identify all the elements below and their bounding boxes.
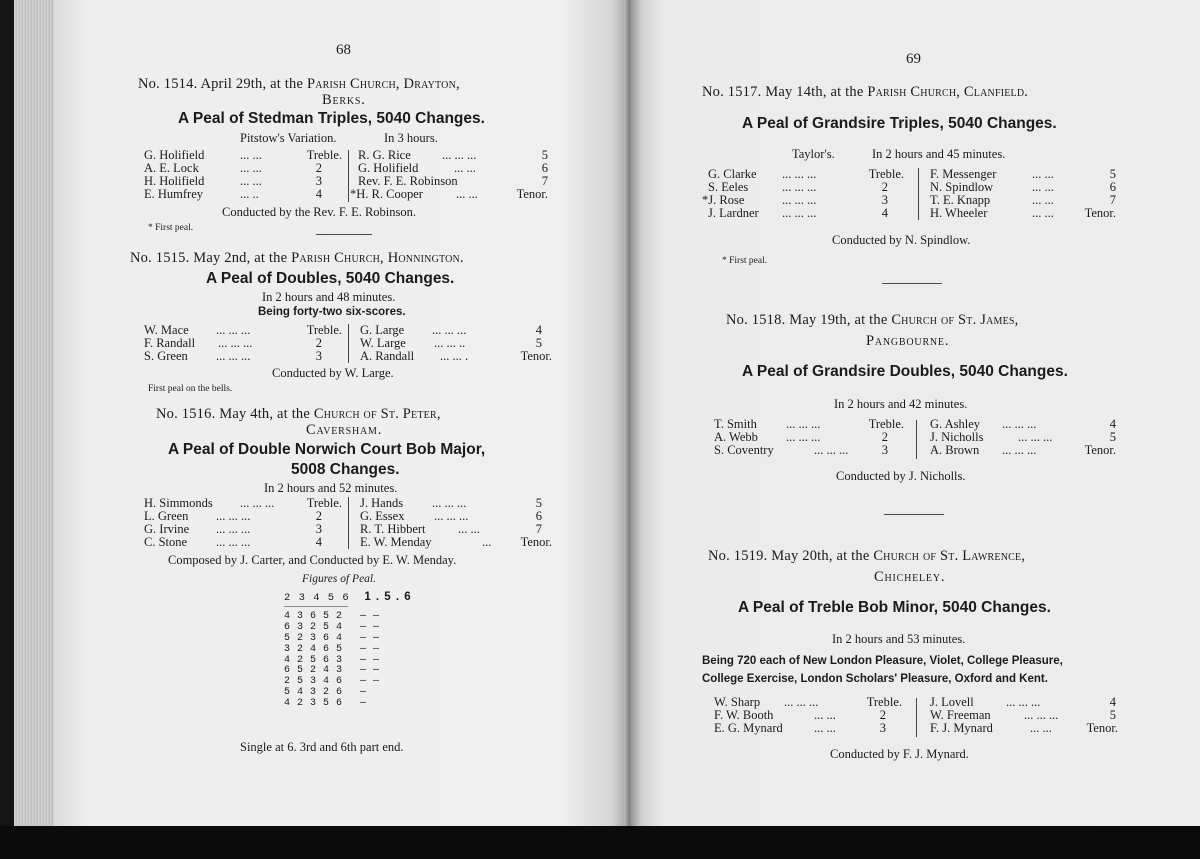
peal-number: No. 1515. bbox=[130, 250, 190, 266]
peal-duration: In 2 hours and 53 minutes. bbox=[832, 632, 966, 646]
bell-position: 2 bbox=[315, 509, 322, 523]
leader-dots: ... ... ... bbox=[240, 496, 275, 510]
peal-header bbox=[708, 548, 1025, 565]
peal-duration: In 2 hours and 42 minutes. bbox=[834, 397, 968, 411]
leader-dots: ... ... ... bbox=[216, 323, 251, 337]
bell-position: Tenor. bbox=[1084, 443, 1116, 457]
bell-position: Treble. bbox=[306, 148, 342, 162]
ringer-name: Rev. F. E. Robinson bbox=[358, 174, 458, 188]
peal-date: May 14th, at the bbox=[765, 84, 864, 100]
peal-place-line2: Caversham. bbox=[306, 422, 383, 438]
ringer-name: J. Hands bbox=[360, 496, 404, 510]
bell-position: 5 bbox=[1109, 430, 1116, 444]
ringer-name: W. Freeman bbox=[930, 708, 991, 722]
peal-header bbox=[726, 312, 1019, 329]
column-divider bbox=[348, 497, 349, 549]
leader-dots: ... ... bbox=[814, 721, 836, 735]
peal-place-line2: Berks. bbox=[322, 92, 366, 108]
ringers-list-right bbox=[930, 696, 1120, 735]
bell-position: Treble. bbox=[866, 695, 902, 709]
bell-position: Tenor. bbox=[1086, 721, 1118, 735]
ringers-list-left bbox=[702, 167, 918, 220]
peal-note-line2: College Exercise, London Scholars' Pleasure, Oxford and Kent. bbox=[702, 673, 1048, 685]
leader-dots: ... ... bbox=[1030, 721, 1052, 735]
leader-dots: ... ... ... bbox=[216, 535, 251, 549]
bell-position: 3 bbox=[881, 443, 888, 457]
figure-numbers: 4 2 5 6 3 bbox=[284, 654, 343, 666]
leader-dots: ... ... ... bbox=[782, 206, 817, 220]
bell-position: 6 bbox=[1109, 180, 1116, 194]
leader-dots: ... ... ... bbox=[432, 496, 467, 510]
figure-numbers: 5 4 3 2 6 bbox=[284, 687, 343, 699]
column-divider bbox=[916, 698, 917, 737]
figures-header-numbers: 2 3 4 5 6 bbox=[284, 592, 350, 604]
ringer-row bbox=[144, 188, 344, 201]
ringers-list-right bbox=[360, 324, 550, 363]
peal-header bbox=[156, 406, 441, 423]
peal-method-variation: Taylor's. bbox=[792, 147, 835, 161]
leader-dots: ... ... bbox=[814, 708, 836, 722]
ringer-name: N. Spindlow bbox=[930, 180, 994, 194]
peal-place-line2: Pangbourne. bbox=[866, 333, 950, 349]
peal-header bbox=[138, 76, 460, 93]
ringer-name: T. E. Knapp bbox=[930, 193, 991, 207]
ringer-name: W. Mace bbox=[144, 323, 189, 337]
page-number: 69 bbox=[906, 51, 921, 67]
bell-position: 7 bbox=[535, 522, 542, 536]
footnote: First peal on the bells. bbox=[148, 384, 233, 394]
peal-title: A Peal of Stedman Triples, 5040 Changes. bbox=[178, 110, 485, 127]
ringer-name: S. Green bbox=[144, 349, 188, 363]
bell-position: 2 bbox=[881, 430, 888, 444]
ringers-list-right bbox=[930, 418, 1120, 457]
conductor-line: Conducted by the Rev. F. E. Robinson. bbox=[222, 205, 417, 219]
bell-position: Tenor. bbox=[520, 535, 552, 549]
bell-position: Treble. bbox=[868, 167, 904, 181]
ringer-name: H. Holifield bbox=[144, 174, 205, 188]
leader-dots: ... ... ... bbox=[782, 180, 817, 194]
ringers-list-left bbox=[144, 149, 344, 201]
leader-dots: ... ... ... bbox=[218, 336, 253, 350]
footnote: * First peal. bbox=[148, 223, 194, 233]
peal-note: Being 720 each of New London Pleasure, Violet, College Pleasure, bbox=[702, 655, 1063, 667]
ringer-name: A. Webb bbox=[714, 430, 758, 444]
bell-position: 5 bbox=[1109, 167, 1116, 181]
peal-title: A Peal of Grandsire Triples, 5040 Changes. bbox=[742, 115, 1057, 132]
peal-place: Parish Church, Clanfield. bbox=[867, 84, 1029, 100]
ringer-name: W. Large bbox=[360, 336, 406, 350]
figures-table bbox=[284, 612, 464, 710]
leader-dots: ... ... bbox=[240, 174, 262, 188]
leader-dots: ... ... ... bbox=[784, 695, 819, 709]
bell-position: 7 bbox=[1109, 193, 1116, 207]
leader-dots: ... ... bbox=[1032, 167, 1054, 181]
footnote: * First peal. bbox=[722, 256, 768, 266]
leader-dots: ... ... ... bbox=[216, 509, 251, 523]
leader-dots: ... ... ... bbox=[432, 323, 467, 337]
ringers-list-right bbox=[350, 148, 548, 201]
column-divider bbox=[916, 420, 917, 459]
leader-dots: ... ... ... bbox=[1006, 695, 1041, 709]
bell-position: 5 bbox=[541, 148, 548, 162]
bell-position: 3 bbox=[315, 174, 322, 188]
bell-position: 3 bbox=[881, 193, 888, 207]
leader-dots: ... ... bbox=[1032, 193, 1054, 207]
bell-position: 6 bbox=[535, 509, 542, 523]
figures-header-calls: 1 . 5 . 6 bbox=[364, 591, 412, 603]
peal-title: A Peal of Doubles, 5040 Changes. bbox=[206, 270, 455, 287]
bell-position: 5 bbox=[535, 336, 542, 350]
ringer-name: R. T. Hibbert bbox=[360, 522, 426, 536]
leader-dots: ... ... ... bbox=[814, 443, 849, 457]
ringer-name: T. Smith bbox=[714, 417, 757, 431]
peal-date: April 29th, at the bbox=[200, 76, 304, 92]
page-number: 68 bbox=[336, 42, 351, 58]
bell-position: 2 bbox=[879, 708, 886, 722]
ringer-name: A. Brown bbox=[930, 443, 980, 457]
peal-title: A Peal of Double Norwich Court Bob Major, bbox=[168, 441, 486, 458]
ringer-row bbox=[360, 350, 550, 363]
bell-position: 7 bbox=[541, 174, 548, 188]
ringer-name: J. Lovell bbox=[930, 695, 974, 709]
ringer-name: *J. Rose bbox=[702, 193, 745, 207]
ringers-list-left bbox=[144, 497, 344, 549]
ringer-name: S. Coventry bbox=[714, 443, 774, 457]
ringers-list-left bbox=[144, 324, 344, 363]
leader-dots: ... ... bbox=[240, 161, 262, 175]
peal-method-variation: Pitstow's Variation. bbox=[240, 131, 337, 145]
figures-header bbox=[284, 591, 412, 604]
peal-place: Parish Church, Honnington. bbox=[291, 250, 464, 266]
ringer-name: G. Large bbox=[360, 323, 405, 337]
ringer-name: J. Nicholls bbox=[930, 430, 984, 444]
bell-position: Treble. bbox=[306, 323, 342, 337]
bell-position: 3 bbox=[879, 721, 886, 735]
bell-position: Tenor. bbox=[520, 349, 552, 363]
figure-calls: — — bbox=[360, 611, 380, 622]
section-rule bbox=[884, 514, 944, 515]
bell-position: 4 bbox=[315, 187, 322, 201]
ringer-row bbox=[714, 722, 924, 735]
peal-date: May 2nd, at the bbox=[193, 250, 288, 266]
column-divider bbox=[918, 168, 919, 220]
ringer-name: S. Eeles bbox=[708, 180, 749, 194]
leader-dots: ... bbox=[482, 535, 492, 549]
ringer-name: W. Sharp bbox=[714, 695, 761, 709]
figure-numbers: 4 2 3 5 6 bbox=[284, 698, 343, 710]
figure-numbers: 3 2 4 6 5 bbox=[284, 643, 343, 655]
ringers-list-right bbox=[360, 497, 550, 549]
ringers-list-left bbox=[714, 696, 924, 735]
leader-dots: ... ... ... bbox=[442, 148, 477, 162]
ringer-name: L. Green bbox=[144, 509, 189, 523]
peal-number: No. 1518. bbox=[726, 312, 786, 328]
leader-dots: ... ... bbox=[458, 522, 480, 536]
leader-dots: ... ... bbox=[240, 148, 262, 162]
ringer-name: J. Lardner bbox=[708, 206, 759, 220]
figure-row bbox=[284, 699, 464, 710]
leader-dots: ... ... ... bbox=[216, 522, 251, 536]
column-divider bbox=[348, 150, 349, 202]
scan-bottom-shadow bbox=[0, 826, 1200, 859]
peal-note: Being forty-two six-scores. bbox=[258, 306, 406, 318]
ringer-name: E. W. Menday bbox=[360, 535, 432, 549]
figure-calls: — — bbox=[360, 632, 380, 644]
ringers-list-left bbox=[714, 418, 924, 457]
peal-duration: In 2 hours and 52 minutes. bbox=[264, 481, 398, 495]
leader-dots: ... ... bbox=[1032, 180, 1054, 194]
conductor-line: Conducted by N. Spindlow. bbox=[832, 233, 971, 247]
ringer-name: C. Stone bbox=[144, 535, 188, 549]
leader-dots: ... ... ... bbox=[216, 349, 251, 363]
ringer-name: G. Holifield bbox=[144, 148, 205, 162]
figure-calls: — bbox=[360, 698, 367, 710]
bell-position: Treble. bbox=[306, 496, 342, 510]
peal-place: Church of St. Lawrence, bbox=[873, 548, 1026, 564]
peal-duration: In 3 hours. bbox=[384, 131, 438, 145]
peal-place: Church of St. Peter, bbox=[313, 406, 441, 422]
leader-dots: ... ... .. bbox=[434, 336, 466, 350]
bell-position: Treble. bbox=[868, 417, 904, 431]
leader-dots: ... ... bbox=[1032, 206, 1054, 220]
leader-dots: ... ... ... bbox=[786, 430, 821, 444]
peal-header bbox=[702, 84, 1028, 101]
ringer-name: R. G. Rice bbox=[358, 148, 411, 162]
leader-dots: ... ... . bbox=[440, 349, 469, 363]
ringer-name: G. Ashley bbox=[930, 417, 980, 431]
peal-number: No. 1514. bbox=[138, 76, 198, 92]
peal-title-line2: 5008 Changes. bbox=[291, 461, 400, 478]
peal-title: A Peal of Grandsire Doubles, 5040 Changes. bbox=[742, 363, 1068, 380]
ringer-name: G. Clarke bbox=[708, 167, 757, 181]
bell-position: 4 bbox=[315, 535, 322, 549]
figure-numbers: 2 5 3 4 6 bbox=[284, 676, 343, 688]
figure-calls: — bbox=[360, 687, 367, 699]
ringer-name: F. J. Mynard bbox=[930, 721, 993, 735]
ringer-row bbox=[708, 207, 918, 220]
leader-dots: ... .. bbox=[240, 187, 259, 201]
section-rule bbox=[882, 283, 942, 284]
ringer-row bbox=[930, 207, 1120, 220]
leader-dots: ... ... bbox=[454, 161, 476, 175]
column-divider bbox=[348, 324, 349, 363]
right-page bbox=[630, 0, 1200, 830]
bell-position: 3 bbox=[315, 522, 322, 536]
bell-position: 5 bbox=[1109, 708, 1116, 722]
ringers-list-right bbox=[930, 168, 1120, 220]
leader-dots: ... ... ... bbox=[434, 509, 469, 523]
ringer-name: G. Irvine bbox=[144, 522, 190, 536]
peal-number: No. 1519. bbox=[708, 548, 768, 564]
figures-footer: Single at 6. 3rd and 6th part end. bbox=[240, 740, 404, 754]
peal-duration: In 2 hours and 45 minutes. bbox=[872, 147, 1006, 161]
figure-calls: — — bbox=[360, 621, 380, 633]
ringer-row bbox=[930, 722, 1120, 735]
leader-dots: ... ... ... bbox=[782, 167, 817, 181]
page-edges bbox=[14, 0, 58, 832]
bell-position: 4 bbox=[1109, 417, 1116, 431]
ringer-name: A. E. Lock bbox=[144, 161, 199, 175]
leader-dots: ... ... bbox=[456, 187, 478, 201]
leader-dots: ... ... ... bbox=[1002, 443, 1037, 457]
peal-place: Church of St. James, bbox=[891, 312, 1019, 328]
figure-row bbox=[284, 645, 464, 656]
leader-dots: ... ... ... bbox=[1024, 708, 1059, 722]
conductor-line: Conducted by J. Nicholls. bbox=[836, 469, 966, 483]
figure-calls: — — bbox=[360, 665, 380, 677]
peal-place: Parish Church, Drayton, bbox=[306, 76, 460, 92]
bell-position: 6 bbox=[541, 161, 548, 175]
figures-caption: Figures of Peal. bbox=[302, 573, 376, 585]
ringer-row bbox=[714, 444, 924, 457]
left-page bbox=[54, 0, 630, 832]
peal-date: May 19th, at the bbox=[789, 312, 888, 328]
bell-position: 3 bbox=[315, 349, 322, 363]
ringer-name: E. Humfrey bbox=[144, 187, 204, 201]
ringer-name: G. Essex bbox=[360, 509, 405, 523]
figure-calls: — — bbox=[360, 643, 380, 655]
ringer-name: E. G. Mynard bbox=[714, 721, 783, 735]
ringer-row bbox=[360, 536, 550, 549]
leader-dots: ... ... ... bbox=[1002, 417, 1037, 431]
ringer-name: H. Simmonds bbox=[144, 496, 213, 510]
ringer-name: F. W. Booth bbox=[714, 708, 774, 722]
peal-date: May 4th, at the bbox=[219, 406, 311, 422]
ringer-name: H. Wheeler bbox=[930, 206, 988, 220]
bell-position: Tenor. bbox=[516, 187, 548, 201]
ringer-row bbox=[144, 536, 344, 549]
peal-duration: In 2 hours and 48 minutes. bbox=[262, 290, 396, 304]
ringer-name: *H. R. Cooper bbox=[350, 187, 423, 201]
bell-position: Tenor. bbox=[1084, 206, 1116, 220]
ringer-row bbox=[930, 444, 1120, 457]
figure-numbers: 5 2 3 6 4 bbox=[284, 632, 343, 644]
ringer-name: G. Holifield bbox=[358, 161, 419, 175]
bell-position: 4 bbox=[535, 323, 542, 337]
peal-place-line2: Chicheley. bbox=[874, 569, 946, 585]
conductor-line: Conducted by W. Large. bbox=[272, 366, 394, 380]
conductor-line: Composed by J. Carter, and Conducted by E. W. Menday. bbox=[168, 553, 457, 567]
peal-date: May 20th, at the bbox=[771, 548, 870, 564]
figures-rule bbox=[284, 606, 348, 607]
ringer-name: A. Randall bbox=[360, 349, 415, 363]
leader-dots: ... ... ... bbox=[782, 193, 817, 207]
peal-number: No. 1516. bbox=[156, 406, 216, 422]
leader-dots: ... ... ... bbox=[786, 417, 821, 431]
ringer-name: F. Randall bbox=[144, 336, 196, 350]
bell-position: 5 bbox=[535, 496, 542, 510]
figure-numbers: 6 5 2 4 3 bbox=[284, 665, 343, 677]
leader-dots: ... ... ... bbox=[1018, 430, 1053, 444]
bell-position: 4 bbox=[881, 206, 888, 220]
conductor-line: Conducted by F. J. Mynard. bbox=[830, 747, 969, 761]
figure-numbers: 4 3 6 5 2 bbox=[284, 611, 343, 622]
peal-number: No. 1517. bbox=[702, 84, 762, 100]
ringer-name: F. Messenger bbox=[930, 167, 997, 181]
bell-position: 2 bbox=[315, 336, 322, 350]
figure-calls: — — bbox=[360, 676, 380, 688]
figure-numbers: 6 3 2 5 4 bbox=[284, 621, 343, 633]
section-rule bbox=[316, 234, 372, 235]
peal-header bbox=[130, 250, 464, 267]
ringer-row bbox=[144, 350, 344, 363]
figure-calls: — — bbox=[360, 654, 380, 666]
bell-position: 2 bbox=[315, 161, 322, 175]
ringer-row bbox=[350, 187, 548, 201]
bell-position: 2 bbox=[881, 180, 888, 194]
bell-position: 4 bbox=[1109, 695, 1116, 709]
peal-title: A Peal of Treble Bob Minor, 5040 Changes. bbox=[738, 599, 1051, 616]
